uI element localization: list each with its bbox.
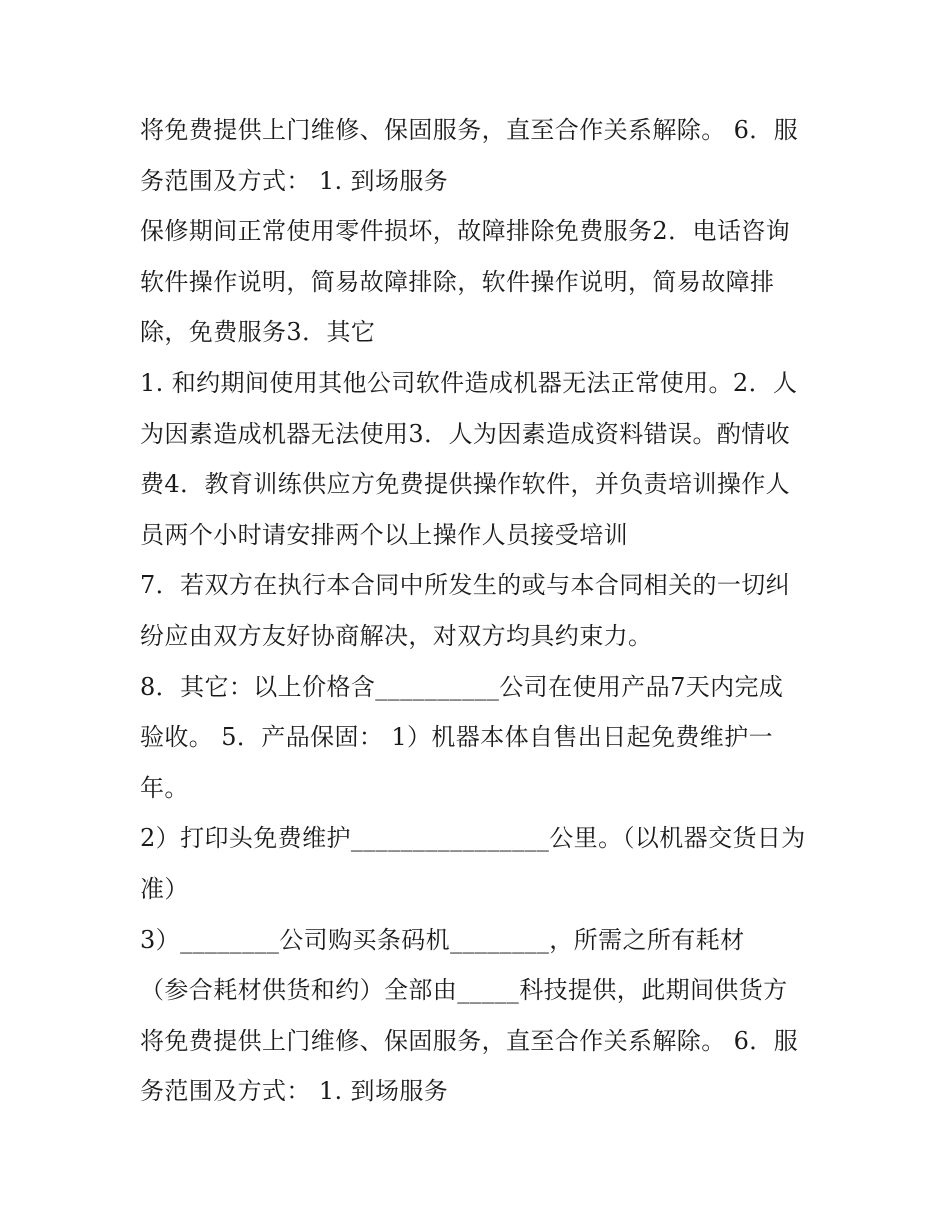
document-line: 员两个小时请安排两个以上操作人员接受培训 xyxy=(140,520,628,549)
document-line: 将免费提供上门维修、保固服务，直至合作关系解除。 6．服 xyxy=(140,116,799,144)
document-line: 3）________公司购买条码机________，所需之所有耗材 xyxy=(140,925,745,954)
document-line: 务范围及方式： 1. 到场服务 xyxy=(140,1077,449,1106)
document-line: 准） xyxy=(140,874,189,903)
document-line: 除，免费服务3．其它 xyxy=(140,318,376,347)
document-line: 为因素造成机器无法使用3．人为因素造成资料错误。酌情收 xyxy=(140,419,791,448)
document-line: 验收。 5．产品保固： 1）机器本体自售出日起免费维护一 xyxy=(140,723,773,752)
document-line: 将免费提供上门维修、保固服务，直至合作关系解除。 6．服 xyxy=(140,1026,799,1055)
document-line: 保修期间正常使用零件损坏，故障排除免费服务2．电话咨询 xyxy=(140,217,791,246)
document-line: 务范围及方式： 1. 到场服务 xyxy=(140,166,449,195)
document-body xyxy=(140,105,820,1117)
document-line: 7．若双方在执行本合同中所发生的或与本合同相关的一切纠 xyxy=(140,571,791,600)
document-line: （参合耗材供货和约）全部由_____科技提供，此期间供货方 xyxy=(140,976,788,1005)
document-line: 2）打印头免费维护________________公里。（以机器交货日为 xyxy=(140,824,806,853)
document-line: 纷应由双方友好协商解决，对双方均具约束力。 xyxy=(140,621,653,650)
document-line: 年。 xyxy=(140,773,189,802)
document-line: 8．其它：以上价格含__________公司在使用产品7天内完成 xyxy=(140,672,784,701)
document-line: 软件操作说明，简易故障排除，软件操作说明，简易故障排 xyxy=(140,267,775,296)
document-line: 费4．教育训练供应方免费提供操作软件，并负责培训操作人 xyxy=(140,470,791,499)
document-line: 1. 和约期间使用其他公司软件造成机器无法正常使用。2．人 xyxy=(140,368,798,397)
